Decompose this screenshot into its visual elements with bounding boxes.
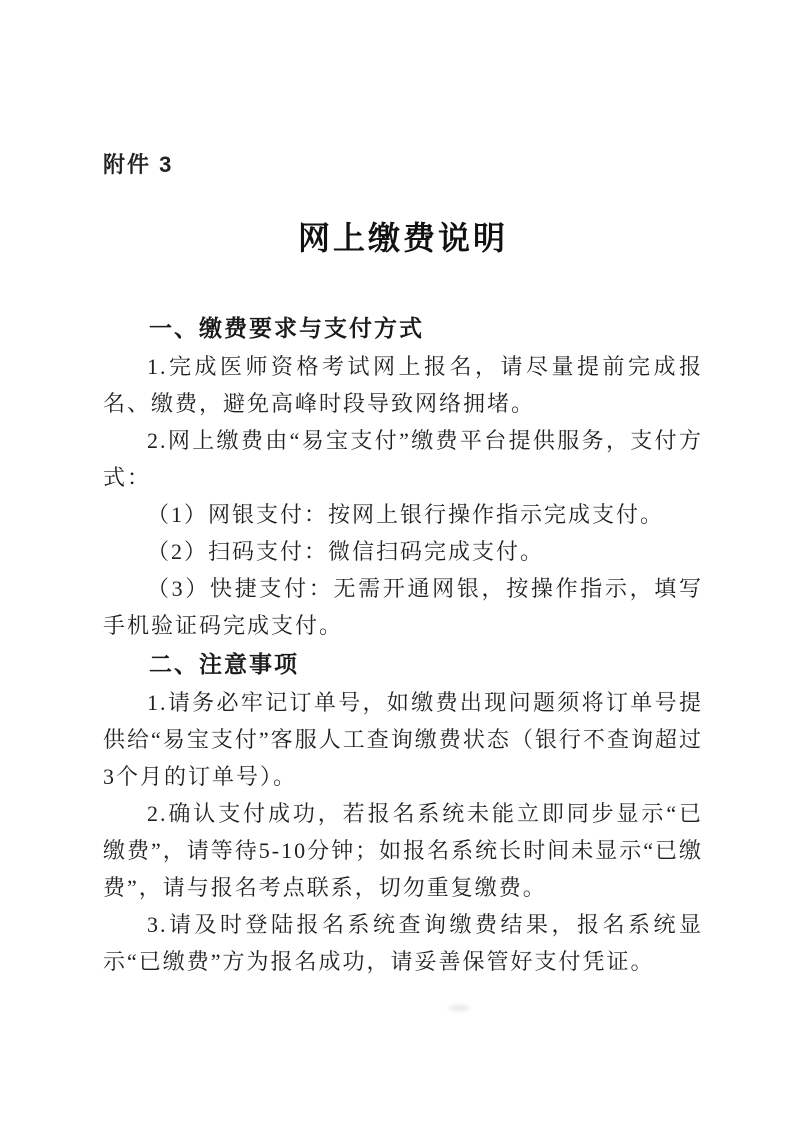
section-2-paragraph-2: 2.确认支付成功，若报名系统未能立即同步显示“已缴费”，请等待5-10分钟；如报名系统长时间未显示“已缴费”，请与报名考点联系，切勿重复缴费。 xyxy=(103,801,703,900)
section-1-list-item-3: （3）快捷支付：无需开通网银，按操作指示，填写手机验证码完成支付。 xyxy=(103,576,703,638)
section-2-heading: 二、注意事项 xyxy=(149,651,299,677)
section-2-paragraph-1: 1.请务必牢记订单号，如缴费出现问题须将订单号提供给“易宝支付”客服人工查询缴费状态（银行不查询超过3个月的订单号）。 xyxy=(103,690,703,789)
section-2-paragraph-3: 3.请及时登陆报名系统查询缴费结果，报名系统显示“已缴费”方为报名成功，请妥善保管好支付凭证。 xyxy=(103,912,703,974)
section-1-list-item-2: （2）扫码支付：微信扫码完成支付。 xyxy=(147,539,545,564)
document-content xyxy=(103,152,703,980)
section-1-list-item-1: （1）网银支付：按网上银行操作指示完成支付。 xyxy=(147,502,665,527)
page-title: 网上缴费说明 xyxy=(297,220,508,256)
section-1-paragraph-1: 1.完成医师资格考试网上报名，请尽量提前完成报名、缴费，避免高峰时段导致网络拥堵。 xyxy=(103,354,703,416)
section-1-paragraph-2: 2.网上缴费由“易宝支付”缴费平台提供服务，支付方式： xyxy=(103,428,703,490)
section-1-heading: 一、缴费要求与支付方式 xyxy=(149,315,424,341)
attachment-label: 附件 3 xyxy=(103,152,174,177)
scan-smudge-artifact xyxy=(448,1005,470,1011)
